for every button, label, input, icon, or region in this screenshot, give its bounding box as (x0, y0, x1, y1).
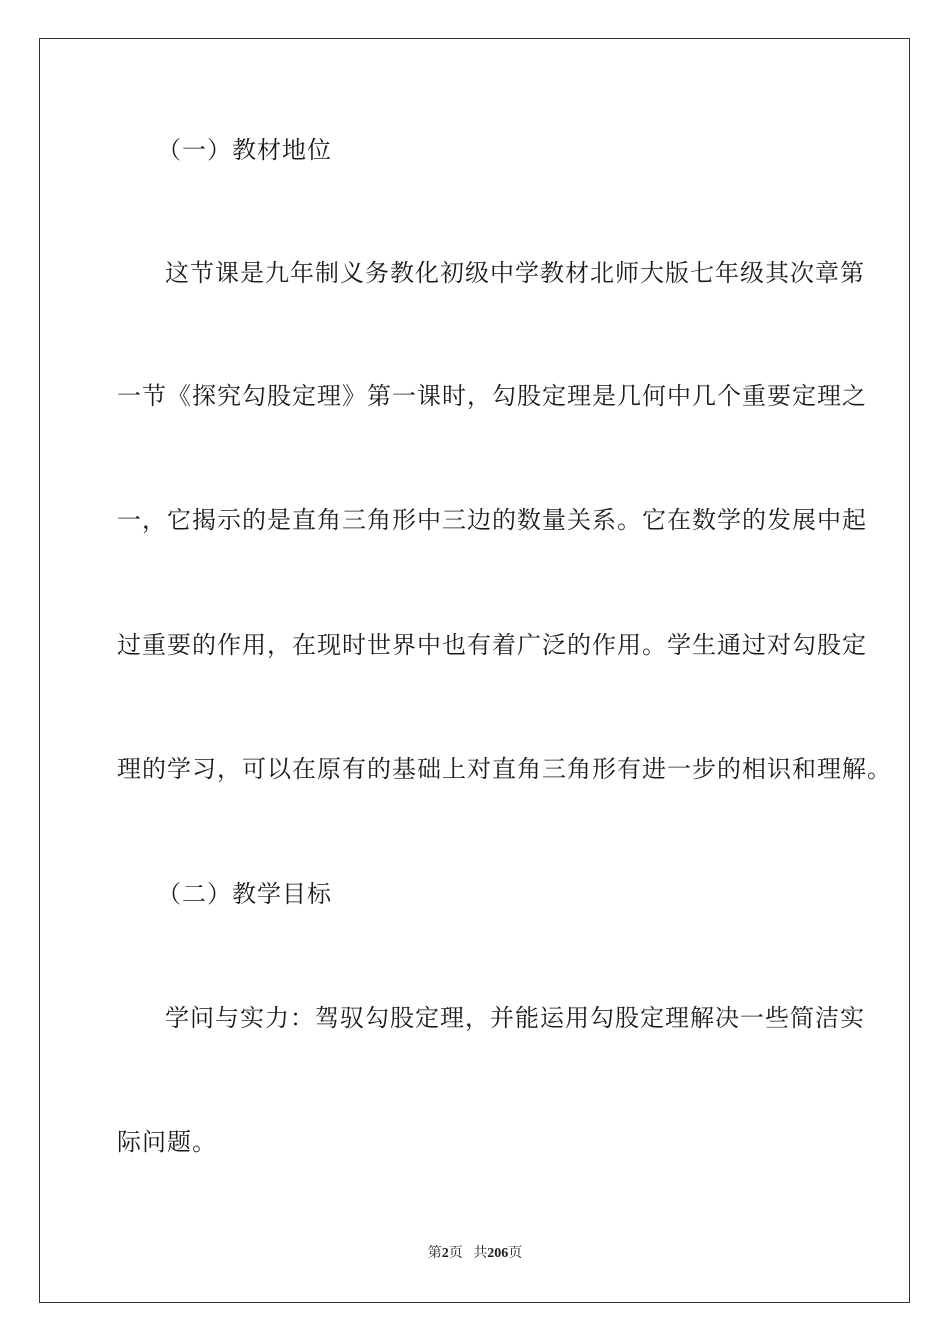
section-heading-material-position: （一）教材地位 (157, 136, 332, 164)
section-heading-teaching-goals: （二）教学目标 (157, 880, 332, 908)
footer-page-suffix: 页 (448, 1246, 463, 1261)
paragraph-line: 际问题。 (117, 1128, 217, 1156)
paragraph-line: 一，它揭示的是直角三角形中三边的数量关系。它在数学的发展中起 (117, 506, 867, 534)
paragraph-line: 过重要的作用，在现时世界中也有着广泛的作用。学生通过对勾股定 (117, 631, 867, 659)
paragraph-line: 这节课是九年制义务教化初级中学教材北师大版七年级其次章第 (165, 259, 865, 287)
page-footer (0, 1245, 950, 1263)
footer-total-prefix: 共 (473, 1246, 488, 1261)
footer-total-suffix: 页 (508, 1246, 523, 1261)
paragraph-line: 理的学习，可以在原有的基础上对直角三角形有进一步的相识和理解。 (117, 755, 892, 783)
footer-page-prefix: 第 (427, 1246, 442, 1261)
page-border (39, 38, 910, 1303)
paragraph-line: 学问与实力：驾驭勾股定理，并能运用勾股定理解决一些简洁实 (165, 1004, 865, 1032)
paragraph-line: 一节《探究勾股定理》第一课时，勾股定理是几何中几个重要定理之 (117, 382, 867, 410)
footer-page-number: 2 (441, 1246, 449, 1261)
footer-total-pages: 206 (487, 1246, 509, 1261)
